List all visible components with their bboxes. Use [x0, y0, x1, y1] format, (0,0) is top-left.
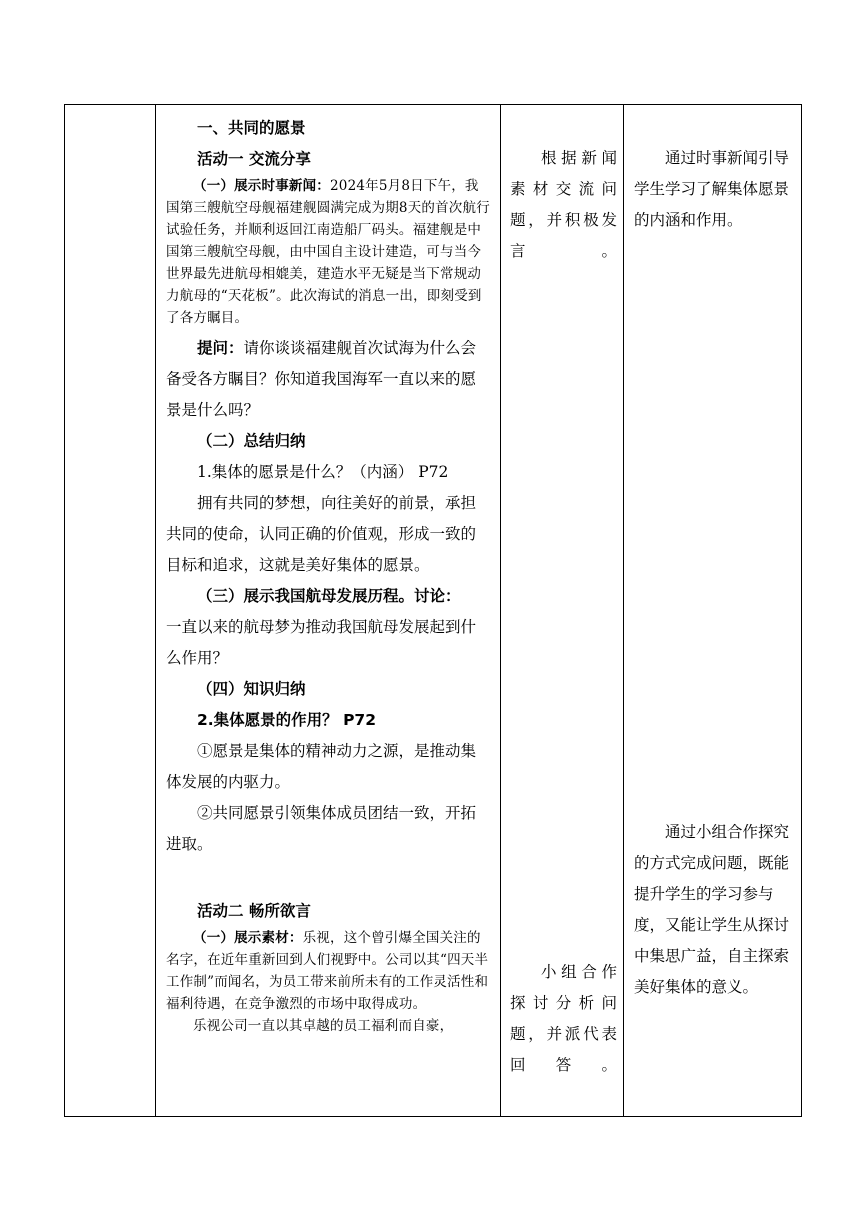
student-activity-cell — [501, 105, 624, 1117]
design-intent-2: 通过小组合作探究的方式完成问题，既能提升学生的学习参与度，又能让学生从探讨中集思广益，自主探索美好集体的意义。 — [634, 823, 790, 996]
section-title: 一、共同的愿景 — [197, 119, 306, 137]
teaching-content-cell — [156, 105, 501, 1117]
activity2-title: 活动二 畅所欲言 — [197, 902, 311, 920]
material-text: 乐视，这个曾引爆全国关注的名字，在近年重新回到人们视野中。公司以其“四天半工作制”而闻名，为员工带来前所未有的工作灵活性和福利待遇，在竞争激烈的市场中取得成功。 — [166, 930, 489, 1012]
question-2-answer-2: ②共同愿景引领集体成员团结一致，开拓进取。 — [166, 804, 477, 853]
question-1: 1.集体的愿景是什么？（内涵） P72 — [197, 463, 449, 481]
discussion-text: 一直以来的航母梦为推动我国航母发展起到什么作用？ — [166, 618, 477, 667]
question-2: 2.集体愿景的作用？ P72 — [197, 711, 376, 729]
student-activity-2: 小组合作探讨分析问题，并派代表回答。 — [510, 963, 617, 1074]
activity1-title: 活动一 交流分享 — [197, 150, 311, 168]
question-label: 提问： — [197, 339, 244, 357]
knowledge-title: （四）知识归纳 — [197, 680, 306, 698]
news-label: （一）展示时事新闻： — [193, 178, 330, 194]
summary-title: （二）总结归纳 — [197, 432, 306, 450]
material-paragraph — [166, 927, 491, 1015]
question-2-answer-1: ①愿景是集体的精神动力之源，是推动集体发展的内驱力。 — [166, 742, 477, 791]
student-activity-1: 根据新闻素材交流问题，并积极发言。 — [510, 149, 617, 260]
question-paragraph — [166, 333, 491, 426]
design-intent-cell — [624, 105, 802, 1117]
lesson-plan-table — [64, 104, 802, 1117]
news-paragraph — [166, 175, 491, 329]
material-paragraph-2: 乐视公司一直以其卓越的员工福利而自豪， — [193, 1018, 454, 1034]
material-label: （一）展示素材： — [193, 930, 303, 946]
news-text: 2024年5月8日下午，我国第三艘航空母舰福建舰圆满完成为期8天的首次航行试验任务，并顺利返回江南造船厂码头。福建舰是中国第三艘航空母舰，由中国自主设计建造，可与当今世界最先进航母相媲美，建造水平无疑是当下常规动力航母的“天花板”。此次海试的消息一出，即刻受到了各方瞩目。 — [166, 178, 490, 326]
design-intent-1: 通过时事新闻引导学生学习了解集体愿景的内涵和作用。 — [634, 149, 790, 229]
stage-column-cell — [65, 105, 156, 1117]
discussion-title: （三）展示我国航母发展历程。讨论： — [197, 587, 461, 605]
question-1-answer: 拥有共同的梦想，向往美好的前景，承担共同的使命，认同正确的价值观，形成一致的目标和追求，这就是美好集体的愿景。 — [166, 494, 477, 574]
question-text: 请你谈谈福建舰首次试海为什么会备受各方瞩目？你知道我国海军一直以来的愿景是什么吗？ — [166, 339, 477, 419]
table-row — [65, 105, 802, 1117]
